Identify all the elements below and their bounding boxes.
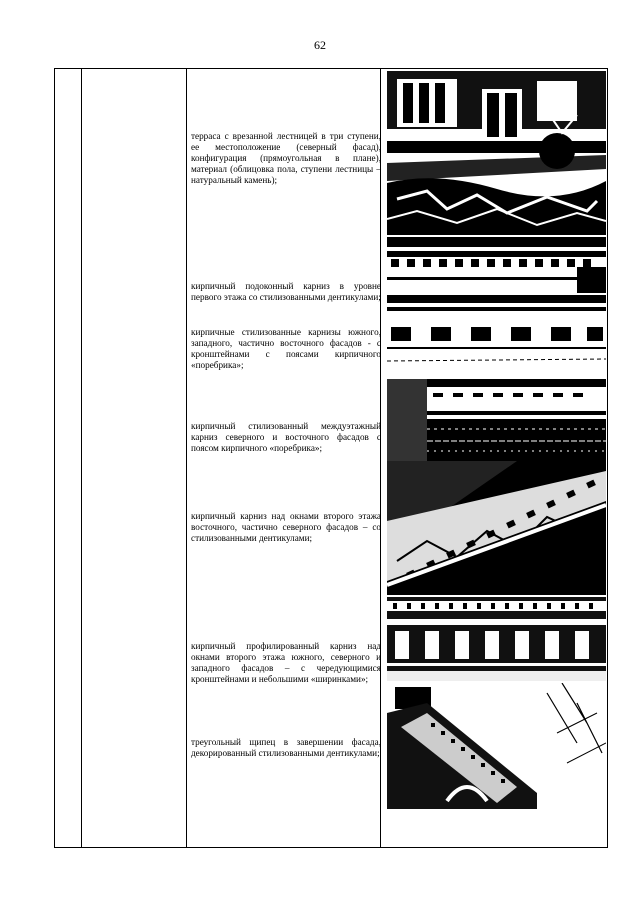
column-divider xyxy=(186,69,187,847)
table-row xyxy=(188,683,608,811)
table-row xyxy=(188,237,608,302)
table-row xyxy=(188,373,608,461)
table-row xyxy=(188,597,608,683)
table-row xyxy=(188,71,608,237)
row-description: треугольный щипец в завершении фасада, декорированный стилизованными дентикулами; xyxy=(191,737,381,758)
row-description: кирпичный стилизованный междуэтажный карниз северного и восточного фасадов с поясом кирпичного «поребрика»; xyxy=(191,421,381,453)
cornice-photo xyxy=(387,461,606,595)
description-table xyxy=(54,68,608,848)
row-description: кирпичный подоконный карниз в уровне первого этажа со стилизованными дентикулами; xyxy=(191,281,381,302)
cornice-photo xyxy=(387,295,606,371)
cornice-photo xyxy=(387,379,606,461)
row-description: кирпичный карниз над окнами второго этажа восточного, частично северного фасадов – со стилизованными дентикулами; xyxy=(191,511,381,543)
column-divider xyxy=(81,69,82,847)
table-row xyxy=(188,461,608,597)
table-row xyxy=(188,295,608,373)
row-description: кирпичные стилизованные карнизы южного, западного, частично восточного фасадов - с кронштейнами с поясами кирпичного «поребрика»; xyxy=(191,327,381,370)
cornice-photo xyxy=(387,237,606,293)
row-description: кирпичный профилированный карниз над окнами второго этажа южного, северного и западного фасадов – с чередующимися кронштейнами и небольшими «ширинками»; xyxy=(191,641,381,684)
cornice-photo xyxy=(387,597,606,681)
row-description: терраса с врезанной лестницей в три ступени, ее местоположение (северный фасад), конфигурация (прямоугольная в плане), материал (облицовка пола, ступени лестницы – натуральный камень); xyxy=(191,131,381,185)
gable-photo xyxy=(387,683,606,809)
page-number: 62 xyxy=(314,38,326,52)
terrace-photo xyxy=(387,71,606,235)
